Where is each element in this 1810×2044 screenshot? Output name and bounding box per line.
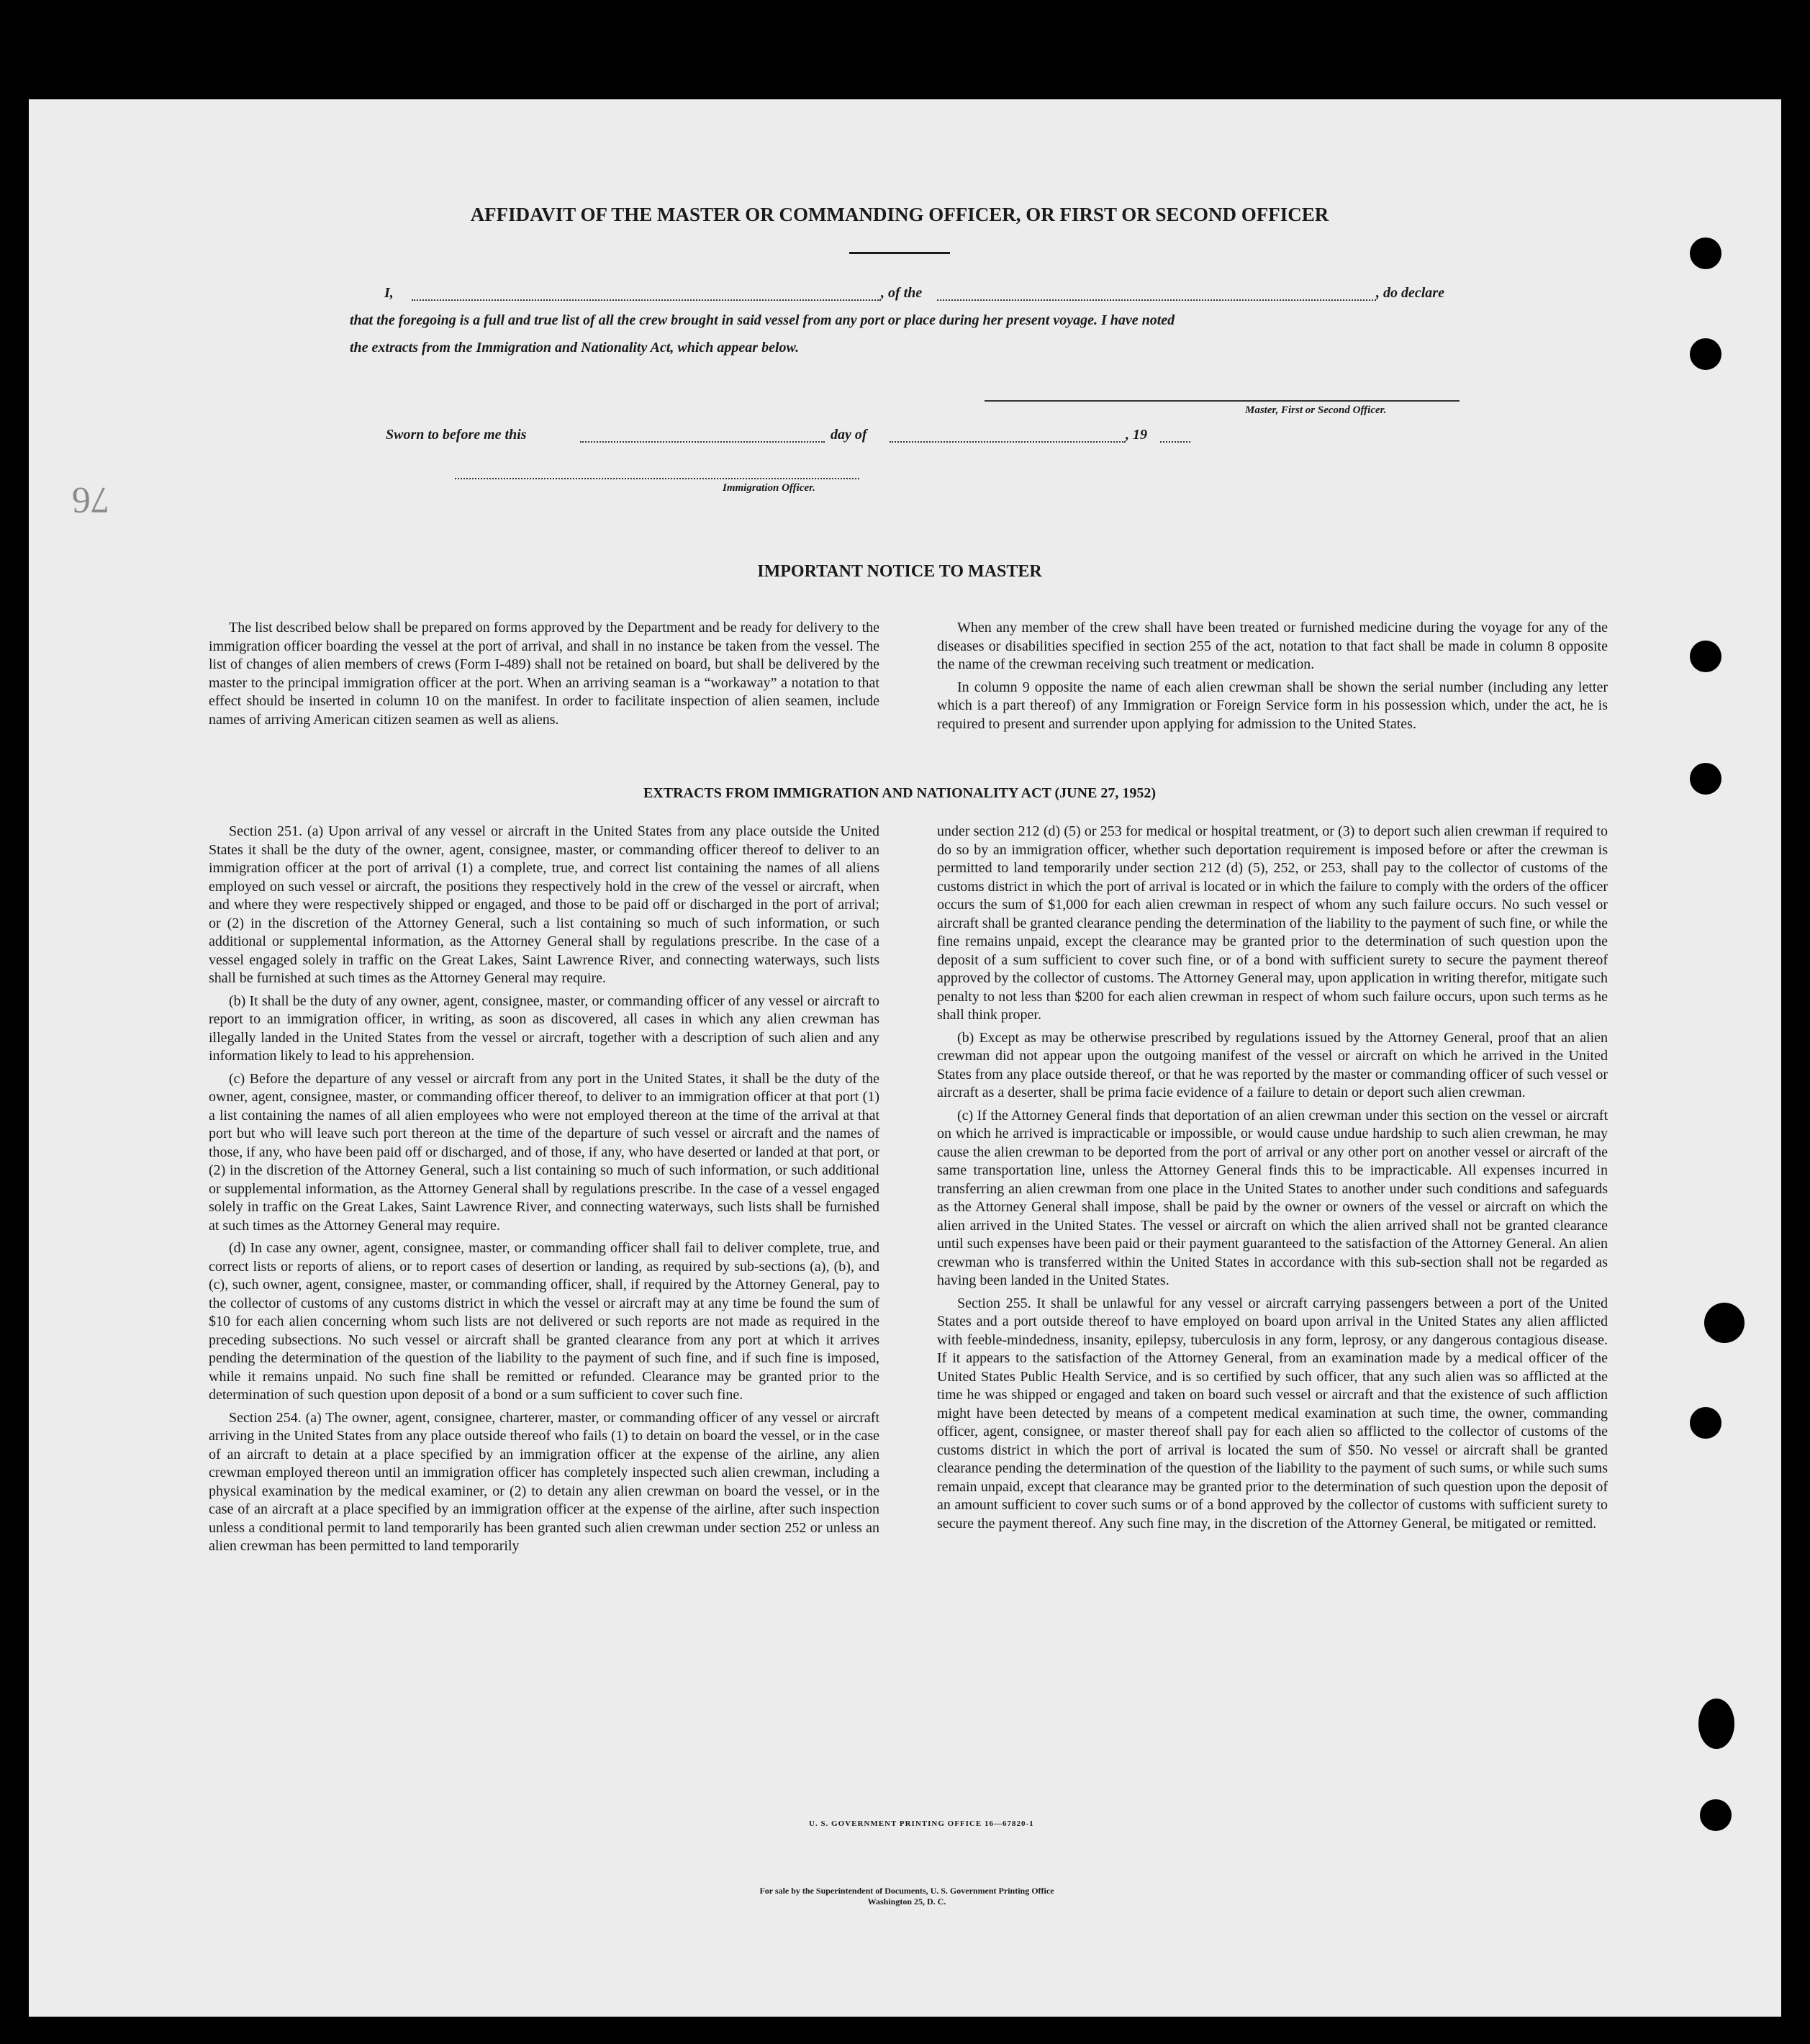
sale-notice — [648, 1886, 1166, 1907]
extracts-left-column — [209, 823, 879, 1560]
gpo-imprint: U. S. GOVERNMENT PRINTING OFFICE 16—67820-1 — [809, 1819, 1034, 1828]
year-label: , 19 — [1126, 427, 1147, 443]
punch-hole — [1690, 641, 1721, 672]
sworn-year-blank[interactable] — [1160, 441, 1190, 443]
notice-paragraph: In column 9 opposite the name of each alien crewman shall be shown the serial number (including any letter which is a part thereof) of any Immigration or Foreign Service form in his possession which, under the act, he is required to present and surrender upon applying for admission to the United States. — [937, 679, 1608, 732]
sale-line-1: For sale by the Superintendent of Documents, U. S. Government Printing Office — [759, 1886, 1054, 1896]
act-paragraph: Section 254. (a) The owner, agent, consignee, charterer, master, or commanding officer of any vessel or aircraft arriving in the United States from any place outside thereof who fails (1) to detain on board the vessel, or in the case of an aircraft to detain at a place specified by an immigration officer at the expense of the airline, any alien crewman employed thereon until an immigration officer has completely inspected such alien crewman, including a physical examination by the medical examiner, or (2) to detain any alien crewman on board the vessel, or in the case of an aircraft at a place specified by an immigration officer at the expense of the airline, after such inspection unless a conditional permit to land temporarily has been granted such alien crewman under section 252 or unless an alien crewman has been permitted to land temporarily — [209, 1409, 879, 1554]
punch-hole — [1700, 1799, 1732, 1831]
notice-paragraph: The list described below shall be prepared on forms approved by the Department and be ready for delivery to the immigration officer boarding the vessel at the port of arrival, and shall in no instance be taken from the vessel. The list of changes of alien members of crews (Form I-489) shall not be retained on board, but shall be delivered by the master to the principal immigration officer at the port. When an arriving seaman is a “workaway” a notation to that effect should be inserted in column 10 on the manifest. In order to facilitate inspection of alien seamen, include names of arriving American citizen seamen as well as aliens. — [209, 620, 879, 728]
notice-title: IMPORTANT NOTICE TO MASTER — [757, 562, 1042, 581]
day-of-label: day of — [831, 427, 867, 443]
notice-paragraph: When any member of the crew shall have been treated or furnished medicine during the voyage for any of the diseases or disabilities specified in section 255 of the act, notation to that fact shall be made in column 8 opposite the name of the crewman receiving such treatment or medication. — [937, 620, 1608, 672]
affidavit-i: I, — [384, 285, 394, 301]
sale-line-2: Washington 25, D. C. — [867, 1896, 946, 1907]
act-paragraph: (c) If the Attorney General finds that deportation of an alien crewman under this section on the vessel or aircraft on which he arrived is impracticable or impossible, or would cause undue hardship to such alien crewman, he may cause the alien crewman to be deported from the port of arrival or any other port on another vessel or aircraft of the same transportation line, unless the Attorney General finds this to be impracticable. All expenses incurred in transferring an alien crewman from one place in the United States to another under such conditions and safeguards as the Attorney General shall impose, shall be paid by the owner or owners of the vessel or aircraft on which the alien arrived in the United States. The vessel or aircraft on which the alien arrived shall not be granted clearance until such expenses have been paid or their payment guaranteed to the satisfaction of the Attorney General. An alien crewman who is transferred within the United States in accordance with this sub-section shall not be regarded as having been landed in the United States. — [937, 1107, 1608, 1288]
punch-hole — [1690, 338, 1721, 370]
officer-signature-line[interactable] — [455, 478, 859, 479]
punch-hole — [1698, 1699, 1734, 1749]
margin-number: 76 — [72, 479, 109, 520]
act-paragraph: (c) Before the departure of any vessel or aircraft from any port in the United States, it shall be the duty of the owner, agent, consignee, master, or commanding officer thereof, to deliver to an immigration officer at that port (1) a list containing the names of all alien employees who were not employed thereon at the time of the arrival at that port but who will leave such port thereon at the time of the departure of such vessel or aircraft and the names of those, if any, who have been paid off or discharged, and of those, if any, who have deserted or landed at that port, or (2) in the discretion of the Attorney General, such a list containing so much of such information, or such additional or supplemental information, as the Attorney General shall by regulations prescribe. In the case of a vessel engaged solely in traffic on the Great Lakes, Saint Lawrence River, and connecting waterways, such lists shall be furnished at such times as the Attorney General may require. — [209, 1070, 879, 1234]
officer-caption: Immigration Officer. — [723, 482, 815, 494]
act-paragraph: (b) It shall be the duty of any owner, agent, consignee, master, or commanding officer of any vessel or aircraft to report to an immigration officer, in writing, as soon as discovered, all cases in which any alien crewman has illegally landed in the United States from the vessel or aircraft, together with a description of such alien and any information likely to lead to his apprehension. — [209, 992, 879, 1064]
act-paragraph: Section 255. It shall be unlawful for any vessel or aircraft carrying passengers between a port of the United States and a port outside thereof to have employed on board upon arrival in the United States any alien afflicted with feeble-mindedness, insanity, epilepsy, tuberculosis in any form, leprosy, or any dangerous contagious disease. If it appears to the satisfaction of the Attorney General, from an examination made by a medical officer of the United States Public Health Service, and is so certified by such officer, that any such alien was so afflicted at the time he was shipped or engaged and taken on board such vessel or aircraft and that the existence of such affliction might have been detected by means of a competent medical examination at such time, the owner, commanding officer, agent, consignee, or master thereof shall pay for each alien so afflicted to the collector of customs of the customs district in which the port of arrival is located the sum of $50. No vessel or aircraft shall be granted clearance pending the determination of the question of the liability to the payment of such sums, or while such sums remain unpaid, except that clearance may be granted prior to the determination of such question upon the deposit of an amount sufficient to cover such sums or of a bond approved by the collector of customs with sufficient surety to secure the payment thereof. Any such fine may, in the discretion of the Attorney General, be mitigated or remitted. — [937, 1295, 1608, 1532]
act-paragraph: (d) In case any owner, agent, consignee, master, or commanding officer shall fail to deliver complete, true, and correct lists or reports of aliens, or to report cases of desertion or landing, as required by sub-sections (a), (b), and (c), such owner, agent, consignee, master, or commanding officer, shall, if required by the Attorney General, pay to the collector of customs of any customs district in which the vessel or aircraft may at any time be found the sum of $10 for each alien concerning whom such lists are not delivered or such reports are not made as required in the preceding subsections. No such vessel or aircraft shall be granted clearance from any port at which it arrives pending the determination of the question of the liability to the payment of such fine, and if such fine is imposed, while it remains unpaid. No such fine shall be remitted or refunded. Clearance may be granted prior to the determination of such question upon deposit of a bond or a sum sufficient to cover such fine. — [209, 1240, 879, 1403]
punch-hole — [1690, 1407, 1721, 1439]
affidavit-of-the: , of the — [881, 285, 923, 301]
punch-hole — [1704, 1303, 1745, 1343]
sworn-day-blank[interactable] — [580, 441, 825, 443]
sworn-month-blank[interactable] — [890, 441, 1126, 443]
notice-right-column — [937, 619, 1608, 738]
punch-hole — [1690, 763, 1721, 795]
title-rule — [849, 252, 950, 254]
extracts-title: EXTRACTS FROM IMMIGRATION AND NATIONALITY ACT (JUNE 27, 1952) — [643, 785, 1157, 801]
act-paragraph: Section 251. (a) Upon arrival of any vessel or aircraft in the United States from any place outside the United States it shall be the duty of the owner, agent, consignee, master, or commanding officer thereof to deliver to an immigration officer at the port of arrival (1) a complete, true, and correct list containing the names of all aliens employed on such vessel or aircraft, the positions they respectively hold in the crew of the vessel or aircraft, when and where they were respectively shipped or engaged, and those to be paid off or discharged in the port of arrival; or (2) in the discretion of the Attorney General, such a list containing so much of such information, or such additional or supplemental information, as the Attorney General shall by regulations prescribe. In the case of a vessel engaged solely in traffic on the Great Lakes, Saint Lawrence River, and connecting waterways, such lists shall be furnished at such times as the Attorney General may require. — [209, 823, 879, 986]
sworn-label: Sworn to before me this — [386, 427, 527, 443]
act-paragraph: (b) Except as may be otherwise prescribed by regulations issued by the Attorney General, proof that an alien crewman did not appear upon the outgoing manifest of the vessel or aircraft on which he arrived in the United States from any place outside thereof, or that he was reported by the master or commanding officer of such vessel or aircraft as a deserter, shall be prima facie evidence of a failure to detain or deport such alien crewman. — [937, 1029, 1608, 1100]
notice-left-column — [209, 619, 879, 733]
affidavit-title: AFFIDAVIT OF THE MASTER OR COMMANDING OFFICER, OR FIRST OR SECOND OFFICER — [470, 204, 1329, 225]
affidavit-declare: , do declare — [1376, 285, 1444, 301]
extracts-right-column — [937, 823, 1608, 1537]
act-paragraph: under section 212 (d) (5) or 253 for medical or hospital treatment, or (3) to deport such alien crewman if required to do so by an immigration officer, whether such deportation requirement is imposed before or after the crewman is permitted to land temporarily under section 212 (d) (5), 252, or 253, shall pay to the collector of customs of the customs district in which the port of arrival is located or in which the failure to comply with the orders of the officer occurs the sum of $1,000 for each alien crewman in respect of whom any such failure occurs. No such vessel or aircraft shall be granted clearance pending the determination of the liability to the payment of such fine, or while the fine remains unpaid, except the clearance may be granted prior to the determination of such question upon the deposit of a sum sufficient to cover such fine, or of a bond with sufficient surety to secure the payment thereof approved by the collector of customs. The Attorney General may, upon application in writing therefor, mitigate such penalty to not less than $200 for each alien crewman in respect of whom such failure occurs, upon such terms as he shall think proper. — [937, 823, 1608, 1023]
master-signature-line[interactable] — [985, 400, 1460, 402]
name-blank[interactable] — [412, 299, 881, 301]
affidavit-line2: that the foregoing is a full and true list of all the crew brought in said vessel from any port or place during her present voyage. I have noted — [350, 312, 1175, 328]
vessel-blank[interactable] — [937, 299, 1376, 301]
master-caption: Master, First or Second Officer. — [1245, 404, 1387, 416]
affidavit-line3: the extracts from the Immigration and Nationality Act, which appear below. — [350, 340, 800, 356]
punch-hole — [1690, 238, 1721, 269]
